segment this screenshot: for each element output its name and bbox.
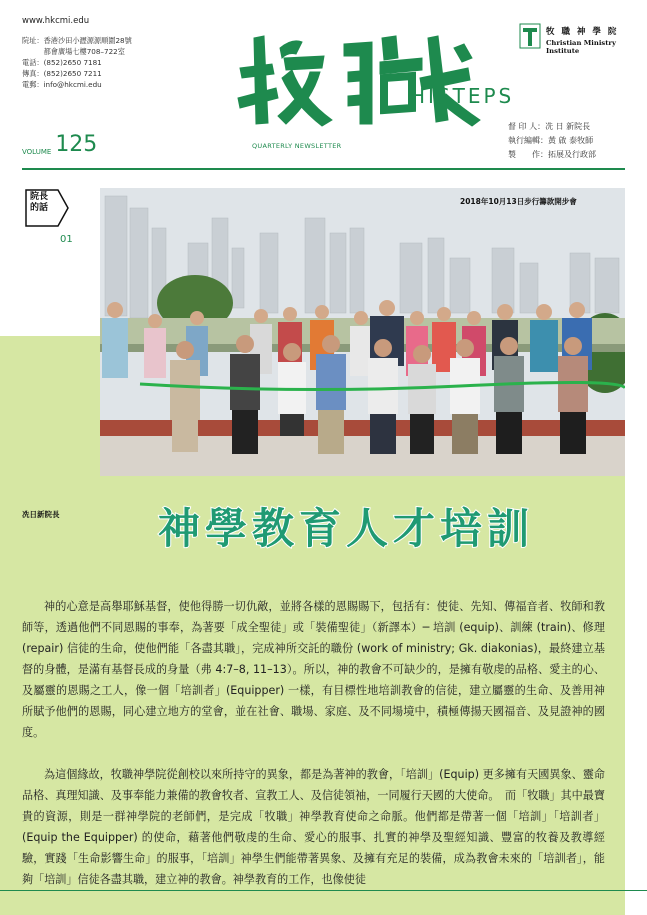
contact-line: 都會廣場七樓708–722室 bbox=[22, 47, 125, 56]
contact-line: 傳真：(852)2650 7211 bbox=[22, 69, 102, 78]
contact-block bbox=[22, 16, 132, 90]
credit-line: 督 印 人：冼 日 新院長 bbox=[508, 122, 591, 131]
article-paragraph: 為這個緣故，牧職神學院從創校以來所持守的異象，都是為著神的教會，「培訓」(Equip) 更多擁有天國異象、靈命品格、真理知識、及事奉能力兼備的教會牧者、宣教工人、及信徒領袖，一同履行天國的大使命。 而「牧職」其中最寶貴的資源，則是一群神學院的老師們，是完成「牧職」神學教育使命之命脈。他們都是帶著一個「培訓」「培訓者」(Equip the Equipper) 的使命，藉著他們敬虔的生命、愛心的服事、扎實的神學及聖經知識、豐富的牧養及教導經驗，實踐「生命影響生命」的服事，「培訓」神學生們能帶著異象、及擁有充足的裝備，成為教會未來的「培訓者」，能夠「培訓」信徒各盡其職，建立神的教會。神學教育的工作，也像使徒 bbox=[22, 768, 605, 886]
article-paragraph: 神的心意是高舉耶穌基督，使他得勝一切仇敵，並將各樣的恩賜賜下，包括有：使徒、先知、傳福音者、牧師和教師等，透過他們不同恩賜的事奉，為著要「成全聖徒」或「裝備聖徒」（新譯本）─ 培訓 (equip)、訓練 (train)、修理 (repair) 信徒的生命，使他們能「各盡其職」，完成神所交託的職份 (work of ministry; Gk. diakonias)，最終建立基督的身體，是滿有基督長成的身量（弗 4:7–8, 11–13）。所以，神的教會不可缺少的，是擁有敬虔的品格、愛主的心、及屬靈的恩賜之工人，像一個「培訓者」(Equipper) 一樣，有目標性地培訓教會的信徒，建立屬靈的生命、及善用神所賦予他們的恩賜，同心建立地方的堂會，並在社會、職場、家庭、及不同場境中，積極傳揚天國福音、及見證神的國度。 bbox=[22, 600, 605, 739]
contact-line: 院址：香港沙田小瀝源源順圍28號 bbox=[22, 36, 132, 45]
contact-line[interactable]: 電郵：info@hkcmi.edu bbox=[22, 80, 102, 89]
masthead-latin: HISTEPS bbox=[410, 84, 515, 108]
website-link[interactable]: www.hkcmi.edu bbox=[22, 16, 90, 26]
article-headline: 神學教育人才培訓 bbox=[158, 504, 535, 553]
header-divider bbox=[22, 168, 625, 170]
photo-caption: 2018年10月13日步行籌款開步會 bbox=[460, 197, 577, 206]
section-title-line: 的話 bbox=[30, 203, 49, 213]
masthead-subtitle: QUARTERLY NEWSLETTER bbox=[252, 142, 342, 150]
institute-name-english: Christian Ministry Institute bbox=[546, 39, 616, 55]
institute-name-chinese: 牧 職 神 學 院 bbox=[546, 27, 619, 37]
article-author: 冼日新院長 bbox=[22, 510, 60, 519]
credit-line: 製 作：拓展及行政部 bbox=[508, 150, 596, 159]
volume-number bbox=[22, 134, 97, 156]
section-title bbox=[30, 192, 48, 214]
masthead-logo bbox=[232, 28, 492, 128]
volume-value: 125 bbox=[55, 132, 98, 157]
volume-label: VOLUME bbox=[22, 148, 52, 156]
credits-block bbox=[508, 120, 596, 162]
section-number: 01 bbox=[60, 234, 73, 245]
credit-line: 執行編輯：黃 啟 泰牧師 bbox=[508, 136, 594, 145]
article-body bbox=[22, 596, 605, 911]
contact-line: 電話：(852)2650 7181 bbox=[22, 58, 102, 67]
group-photo-illustration bbox=[100, 188, 625, 476]
section-title-line: 院長 bbox=[30, 192, 49, 202]
footer-divider bbox=[0, 890, 647, 891]
event-photo bbox=[100, 188, 625, 476]
